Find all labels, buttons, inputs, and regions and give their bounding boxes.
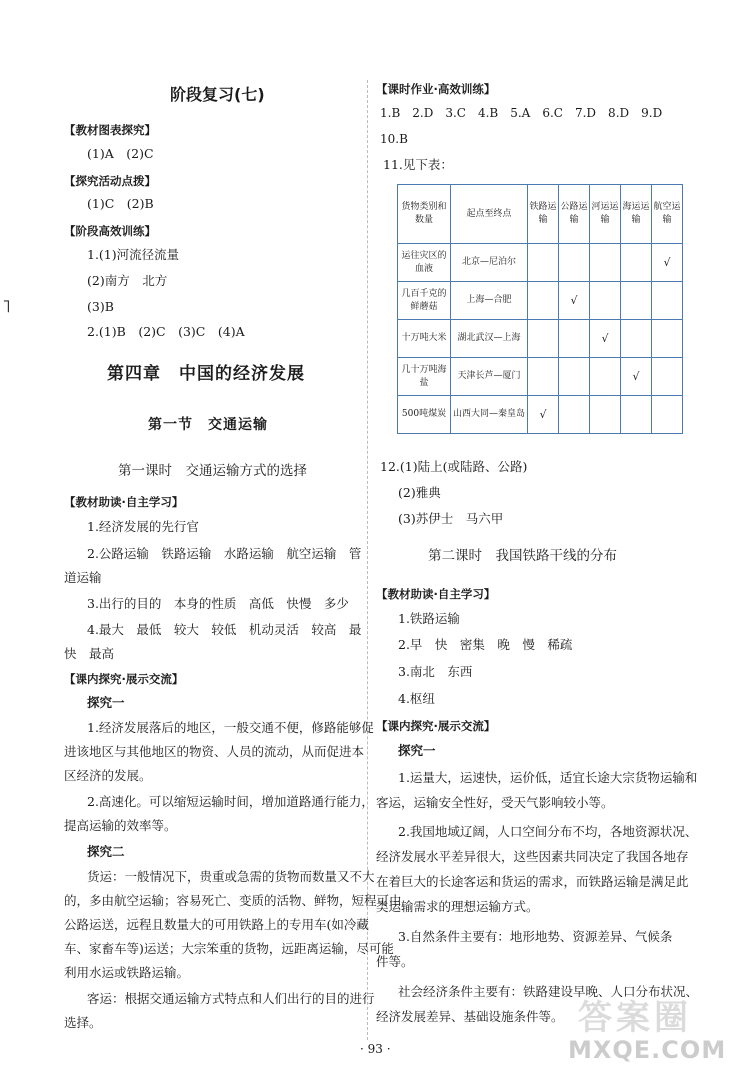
tag-activity: 【探究活动点拨】	[64, 174, 156, 188]
table-header: 铁路运输	[528, 185, 559, 244]
check-cell	[559, 396, 590, 434]
q12-line: 12.(1)陆上(或陆路、公路)	[380, 459, 528, 474]
watermark-bottom-text: MXQE.COM	[568, 1036, 727, 1064]
goods-cell: 几百千克的鲜蘑菇	[398, 282, 451, 320]
q12-line: (2)雅典	[398, 485, 441, 500]
guide2-line: 1.铁路运输	[398, 611, 460, 626]
route-cell: 北京—尼泊尔	[451, 244, 528, 282]
guide-line: 4.最大 最低 较大 较低 机动灵活 较高 最	[87, 622, 362, 637]
tag-homework: 【课时作业·高效训练】	[376, 82, 496, 96]
table-header: 航空运输	[652, 185, 683, 244]
q12-line: (3)苏伊士 马六甲	[398, 511, 504, 526]
check-cell	[590, 244, 621, 282]
watermark-logo	[560, 990, 735, 1070]
tag-explore: 【课内探究·展示交流】	[64, 672, 184, 686]
check-cell	[652, 358, 683, 396]
explore-r-line: 社会经济条件主要有：铁路建设早晚、人口分布状况、	[398, 984, 699, 999]
table-header: 公路运输	[559, 185, 590, 244]
section-title: 第一节 交通运输	[148, 417, 268, 433]
explore-r-line: 1.运量大，运速快，运价低，适宜长途大宗货物运输和	[398, 770, 698, 785]
goods-cell: 500吨煤炭	[398, 396, 451, 434]
table-row	[398, 320, 683, 358]
explore2-line: 选择。	[64, 1015, 102, 1030]
explore1-line: 提高运输的效率等。	[64, 818, 177, 833]
check-cell: √	[559, 282, 590, 320]
check-cell	[621, 320, 652, 358]
check-cell	[590, 396, 621, 434]
explore1-title: 探究一	[87, 695, 125, 710]
tag-chart-explore: 【教材图表探究】	[64, 123, 156, 137]
route-cell: 湖北武汉—上海	[451, 320, 528, 358]
goods-cell: 几十万吨海盐	[398, 358, 451, 396]
page-number: · 93 ·	[360, 1042, 391, 1056]
check-cell	[528, 320, 559, 358]
table-row	[398, 282, 683, 320]
table-header: 起点至终点	[451, 185, 528, 244]
explore-r-line: 2.我国地域辽阔，人口空间分布不均，各地资源状况、	[398, 824, 698, 839]
answers-line: 10.B	[380, 132, 408, 146]
scan-edge-mark: ˥	[2, 296, 11, 317]
explore1-line: 进该地区与其他地区的物资、人员的流动，从而促进本	[64, 744, 365, 759]
check-cell	[559, 244, 590, 282]
transport-table	[397, 184, 683, 434]
chart-answers: (1)A (2)C	[87, 146, 154, 161]
goods-cell: 十万吨大米	[398, 320, 451, 358]
check-cell: √	[621, 358, 652, 396]
explore-r-line: 经济发展水平差异很大，这些因素共同决定了我国各地存	[376, 849, 689, 864]
table-header: 河运运输	[590, 185, 621, 244]
explore-r-line: 经济发展差异、基础设施条件等。	[376, 1009, 564, 1024]
guide-line: 2.公路运输 铁路运输 水路运输 航空运输 管	[87, 546, 362, 561]
guide-line: 1.经济发展的先行官	[87, 519, 199, 534]
training-line: (3)B	[87, 299, 114, 314]
tag-explore-2: 【课内探究·展示交流】	[376, 719, 496, 733]
table-row	[398, 244, 683, 282]
check-cell	[621, 396, 652, 434]
explore-r-line: 在着巨大的长途客运和货运的需求，而铁路运输是满足此	[376, 874, 689, 889]
explore-r-line: 3.自然条件主要有：地形地势、资源差异、气候条	[398, 929, 673, 944]
check-cell: √	[528, 396, 559, 434]
lesson2-title: 第二课时 我国铁路干线的分布	[428, 548, 617, 564]
check-cell	[559, 320, 590, 358]
check-cell	[652, 282, 683, 320]
check-cell	[621, 282, 652, 320]
explore2-line: 的，多由航空运输；容易死亡、变质的活物、鲜物，短程可由	[64, 893, 402, 908]
tag-guide-2: 【教材助读·自主学习】	[376, 587, 496, 601]
guide-line: 快 最高	[64, 646, 115, 661]
check-cell	[528, 358, 559, 396]
guide2-line: 2.早 快 密集 晚 慢 稀疏	[398, 637, 573, 652]
explore-r-line: 类运输需求的理想运输方式。	[376, 899, 539, 914]
check-cell	[590, 358, 621, 396]
explore-r-line: 客运，运输安全性好，受天气影响较小等。	[376, 795, 614, 810]
table-header: 海运运输	[621, 185, 652, 244]
check-cell	[590, 282, 621, 320]
review-title: 阶段复习(七)	[170, 85, 265, 104]
explore2-line: 车、家畜车等)运送；大宗笨重的货物，远距离运输，尽可能	[64, 941, 394, 956]
watermark-top-text: 答案圈	[578, 998, 692, 1038]
explore2-line: 公路运送，远程且数量大的可用铁路上的专用车(如冷藏	[64, 917, 369, 932]
goods-cell: 运往灾区的血液	[398, 244, 451, 282]
table-header: 货物类别和数量	[398, 185, 451, 244]
guide2-line: 3.南北 东西	[398, 664, 473, 679]
training-line: (2)南方 北方	[87, 273, 168, 288]
answers-line: 1.B 2.D 3.C 4.B 5.A 6.C 7.D 8.D 9.D	[380, 106, 663, 120]
explore1-line: 1.经济发展落后的地区，一般交通不便，修路能够促	[87, 720, 374, 735]
explore1-line: 区经济的发展。	[64, 768, 152, 783]
explore1-line: 2.高速化。可以缩短运输时间，增加道路通行能力，	[87, 794, 374, 809]
check-cell	[621, 244, 652, 282]
table-header-row	[398, 185, 683, 244]
explore2-line: 货运：一般情况下，贵重或急需的货物而数量又不大	[87, 869, 375, 884]
training-line: 2.(1)B (2)C (3)C (4)A	[87, 324, 245, 339]
explore2-line: 利用水运或铁路运输。	[64, 965, 190, 980]
guide2-line: 4.枢纽	[398, 691, 435, 706]
check-cell: √	[652, 244, 683, 282]
check-cell: √	[590, 320, 621, 358]
tag-stage-training: 【阶段高效训练】	[64, 224, 156, 238]
table-row	[398, 396, 683, 434]
explore2-title: 探究二	[87, 844, 125, 859]
activity-answers: (1)C (2)B	[87, 196, 154, 211]
explore-r-line: 件等。	[376, 954, 414, 969]
route-cell: 山西大同—秦皇岛	[451, 396, 528, 434]
check-cell	[528, 244, 559, 282]
chapter-title: 第四章 中国的经济发展	[107, 364, 305, 384]
check-cell	[652, 396, 683, 434]
check-cell	[528, 282, 559, 320]
guide-line: 道运输	[64, 570, 102, 585]
explore2-1-title: 探究一	[398, 743, 436, 758]
check-cell	[652, 320, 683, 358]
check-cell	[559, 358, 590, 396]
explore2-line: 客运：根据交通运输方式特点和人们出行的目的进行	[87, 991, 375, 1006]
table-row	[398, 358, 683, 396]
tag-guide: 【教材助读·自主学习】	[64, 495, 184, 509]
question-11: 11.见下表：	[383, 157, 453, 172]
route-cell: 上海—合肥	[451, 282, 528, 320]
route-cell: 天津长芦—厦门	[451, 358, 528, 396]
guide-line: 3.出行的目的 本身的性质 高低 快慢 多少	[87, 596, 349, 611]
lesson-title: 第一课时 交通运输方式的选择	[118, 463, 307, 479]
training-line: 1.(1)河流径流量	[87, 247, 180, 262]
